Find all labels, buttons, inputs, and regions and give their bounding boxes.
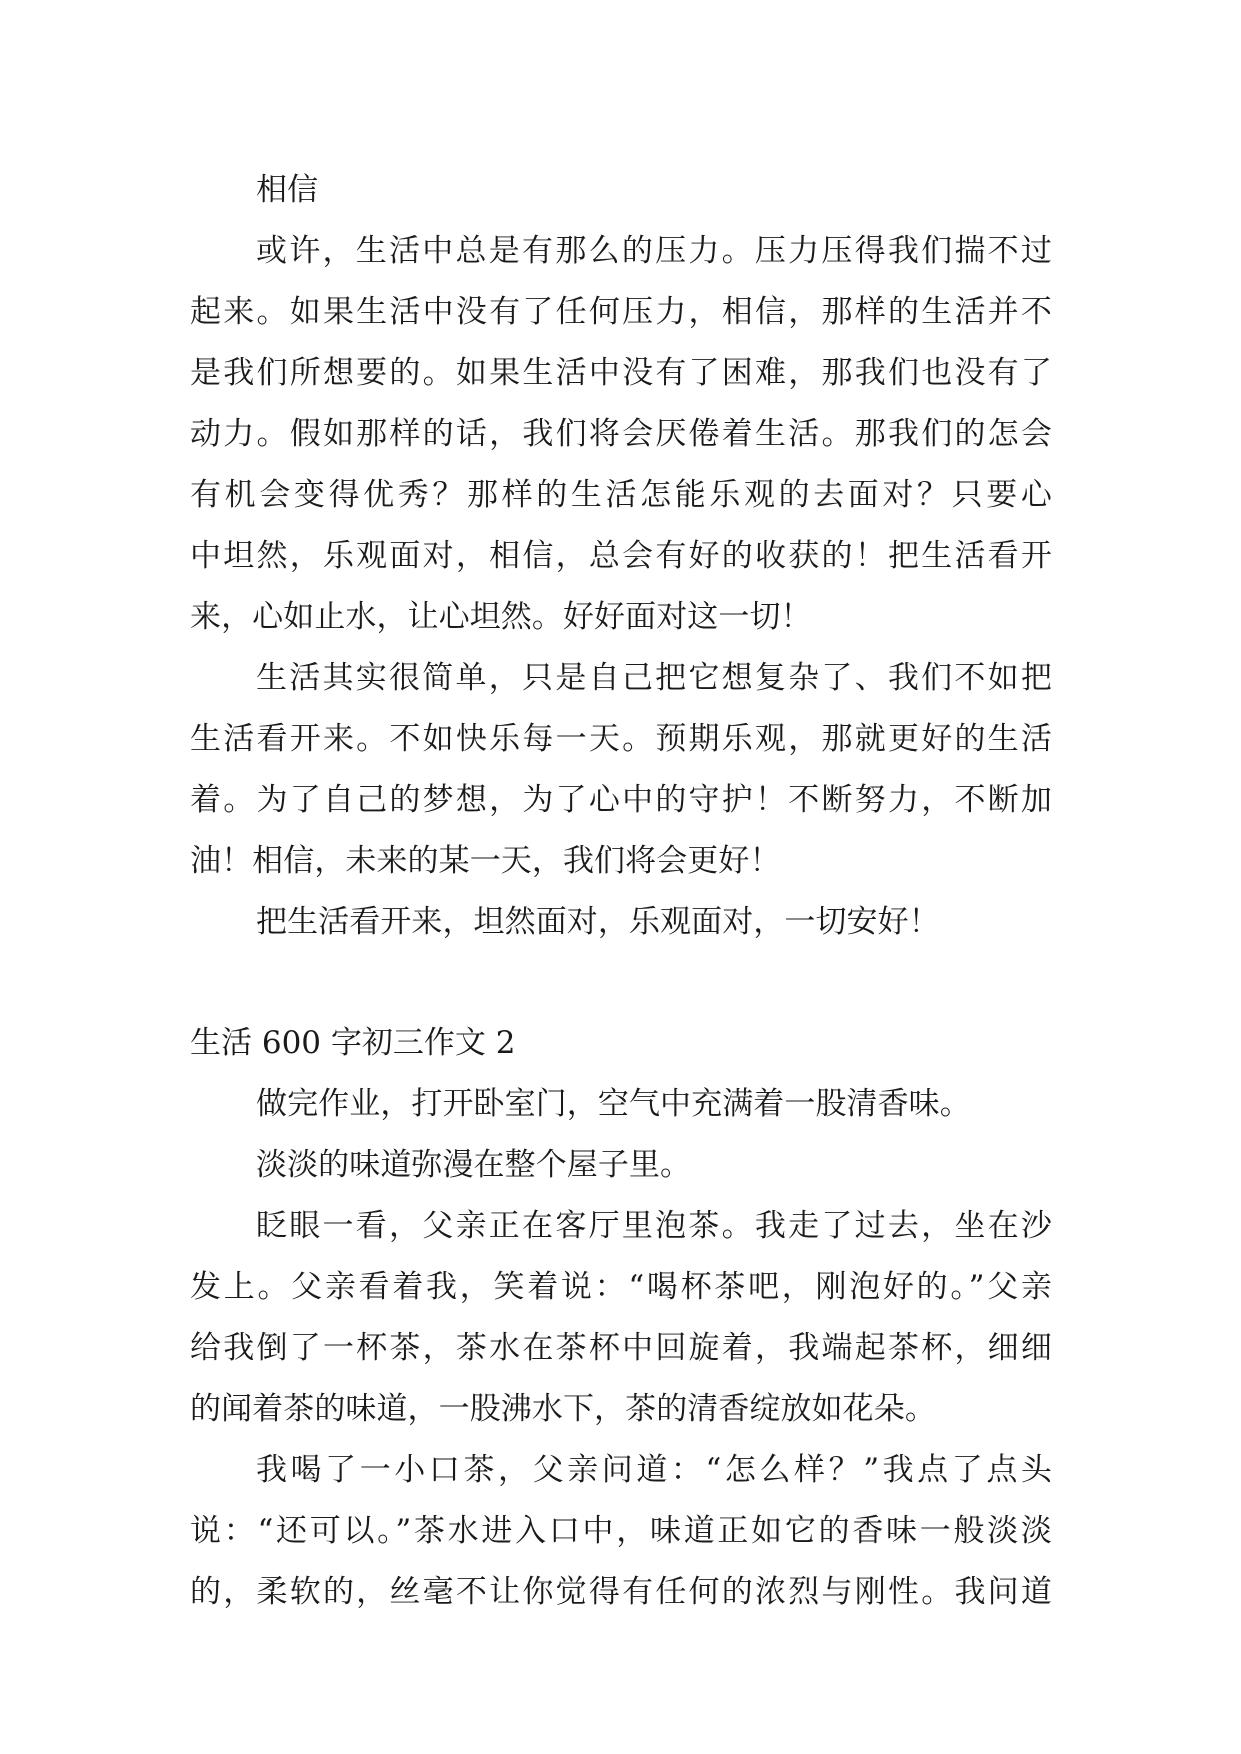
essay2-title: 生活 600 字初三作文 2 <box>190 1025 516 1061</box>
text-line: 来，心如止水，让心坦然。好好面对这一切！ <box>190 599 812 635</box>
text-line: 是我们所想要的。如果生活中没有了困难，那我们也没有了 <box>190 355 1052 391</box>
text-line: 发上。父亲看着我，笑着说：“喝杯茶吧，刚泡好的。”父亲 <box>190 1269 1052 1305</box>
essay2-paragraph <box>190 1135 1052 1196</box>
text-line: 的闻着茶的味道，一股沸水下，茶的清香绽放如花朵。 <box>190 1391 936 1427</box>
text-line: 说：“还可以。”茶水进入口中，味道正如它的香味一般淡淡 <box>190 1513 1052 1549</box>
essay2-paragraph <box>190 1196 1052 1440</box>
essay1-paragraph <box>190 892 1052 953</box>
text-line: 着。为了自己的梦想，为了心中的守护！不断努力，不断加 <box>190 782 1052 818</box>
text-line: 动力。假如那样的话，我们将会厌倦着生活。那我们的怎会 <box>190 416 1052 452</box>
text-line: 我喝了一小口茶，父亲问道：“怎么样？”我点了点头 <box>256 1452 1052 1488</box>
text-line: 淡淡的味道弥漫在整个屋子里。 <box>256 1147 692 1183</box>
text-line: 中坦然，乐观面对，相信，总会有好的收获的！把生活看开 <box>190 538 1052 574</box>
text-line: 给我倒了一杯茶，茶水在茶杯中回旋着，我端起茶杯，细细 <box>190 1330 1052 1366</box>
essay1-paragraph <box>190 221 1052 648</box>
text-line: 眨眼一看，父亲正在客厅里泡茶。我走了过去，坐在沙 <box>256 1208 1052 1244</box>
text-line: 做完作业，打开卧室门，空气中充满着一股清香味。 <box>256 1086 971 1122</box>
text-line: 生活其实很简单，只是自己把它想复杂了、我们不如把 <box>256 660 1052 696</box>
section-gap <box>190 953 1052 1013</box>
text-line: 或许，生活中总是有那么的压力。压力压得我们揣不过 <box>256 233 1052 269</box>
essay1-title: 相信 <box>256 172 319 208</box>
text-line: 生活看开来。不如快乐每一天。预期乐观，那就更好的生活 <box>190 721 1052 757</box>
text-line: 起来。如果生活中没有了任何压力，相信，那样的生活并不 <box>190 294 1052 330</box>
text-line: 把生活看开来，坦然面对，乐观面对，一切安好！ <box>256 904 940 940</box>
text-line: 有机会变得优秀？那样的生活怎能乐观的去面对？只要心 <box>190 477 1052 513</box>
document-page <box>190 160 1052 1623</box>
text-line: 油！相信，未来的某一天，我们将会更好！ <box>190 843 781 879</box>
essay2-paragraph <box>190 1440 1052 1623</box>
essay1-paragraph <box>190 648 1052 892</box>
text-line: 的，柔软的，丝毫不让你觉得有任何的浓烈与刚性。我问道 <box>190 1574 1052 1610</box>
essay2-paragraph <box>190 1074 1052 1135</box>
